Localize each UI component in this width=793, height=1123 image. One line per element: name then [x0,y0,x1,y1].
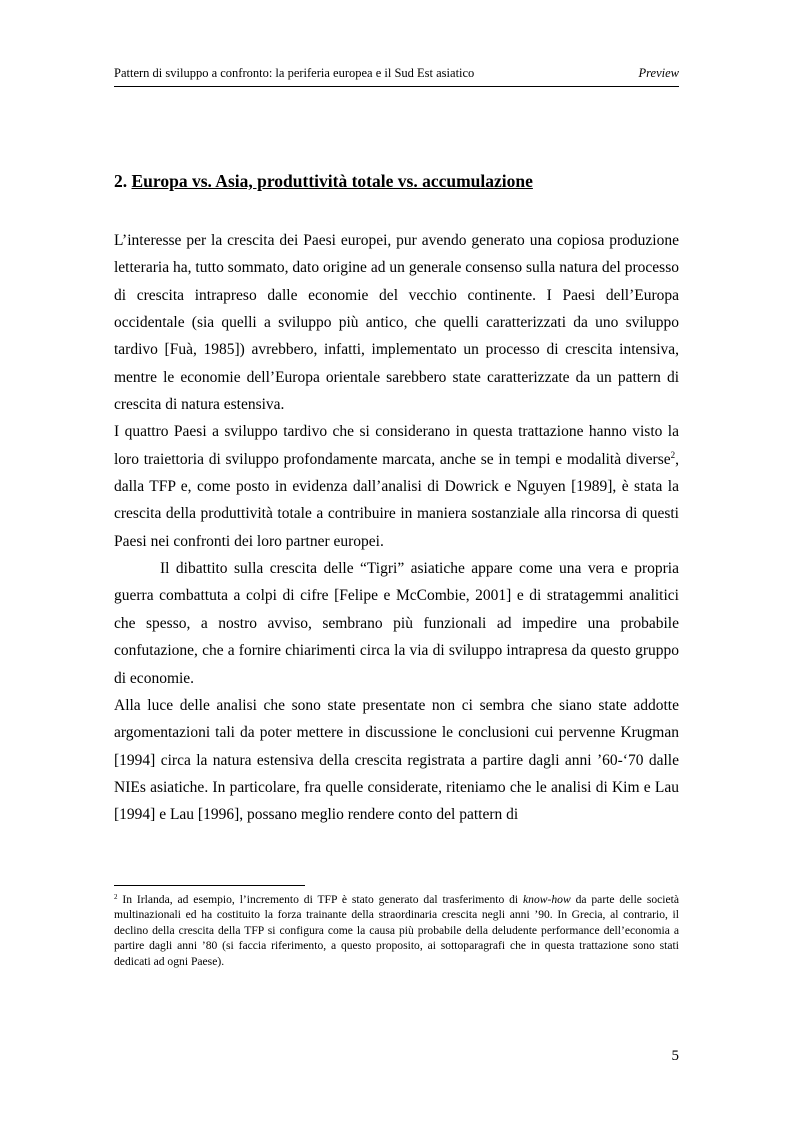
section-heading [114,171,679,192]
paragraph-2-text-b: , dalla TFP e, come posto in evidenza dall’analisi di Dowrick e Nguyen [1989], è stata la crescita della produttività totale a contribuire in maniera sostanziale alla rincorsa di questi Paesi nei confronti dei loro partner europei. [114,450,679,550]
header-label: Preview [638,66,679,80]
footnote-text-a: In Irlanda, ad esempio, l’incremento di TFP è stato generato dal trasferimento di [117,893,524,906]
section-title: Europa vs. Asia, produttività totale vs. accumulazione [131,171,533,191]
section-number: 2. [114,171,128,191]
footnote-emphasis: know-how [523,893,571,906]
footnote-number: 2 [114,893,118,901]
paragraph-1: L’interesse per la crescita dei Paesi europei, pur avendo generato una copiosa produzione letteraria ha, tutto sommato, dato origine ad un generale consenso sulla natura del processo di crescita intrapreso dalle economie del vecchio continente. I Paesi dell’Europa occidentale (sia quelli a sviluppo più antico, che quelli caratterizzati da uno sviluppo tardivo [Fuà, 1985]) avrebbero, infatti, implementato un processo di crescita intensiva, mentre le economie dell’Europa orientale sarebbero state caratterizzate da un pattern di crescita di natura estensiva. [114,232,679,414]
footnote-text-b: da parte delle società multinazionali ed ha costituito la forza trainante della straordinaria crescita negli anni ’90. In Grecia, al contrario, il declino della crescita della TFP si configura come la causa più probabile della deludente performance dell’economia a partire dagli anni ’80 (si faccia riferimento, a questo proposito, ai sottoparagrafi che in questa trattazione sono stati dedicati ad ogni Paese). [114,893,680,968]
footnote [114,892,679,969]
footnote-reference: 2 [670,449,676,460]
body-text [114,227,679,829]
paragraph-3: Il dibattito sulla crescita delle “Tigri” asiatiche appare come una vera e propria guerra combattuta a colpi di cifre [Felipe e McCombie, 2001] e di stratagemmi analitici che spesso, a nostro avviso, sembrano più funzionali ad impedire una probabile confutazione, che a fornire chiarimenti circa la via di sviluppo intrapresa da questo gruppo di economie. [114,560,679,687]
paragraph-2 [114,418,679,555]
footnote-separator [114,885,305,886]
header-title: Pattern di sviluppo a confronto: la periferia europea e il Sud Est asiatico [114,66,475,80]
paragraph-2-text-a: I quattro Paesi a sviluppo tardivo che si considerano in questa trattazione hanno visto la loro traiettoria di sviluppo profondamente marcata, anche se in tempi e modalità diverse [114,423,679,468]
paragraph-4: Alla luce delle analisi che sono state presentate non ci sembra che siano state addotte argomentazioni tali da poter mettere in discussione le conclusioni cui pervenne Krugman [1994] circa la natura estensiva della crescita registrata a partire dagli anni ’60-‘70 dalle NIEs asiatiche. In particolare, fra quelle considerate, riteniamo che le analisi di Kim e Lau [1994] e Lau [1996], possano meglio rendere conto del pattern di [114,696,679,824]
running-header [114,64,679,87]
page-number: 5 [671,1048,679,1064]
